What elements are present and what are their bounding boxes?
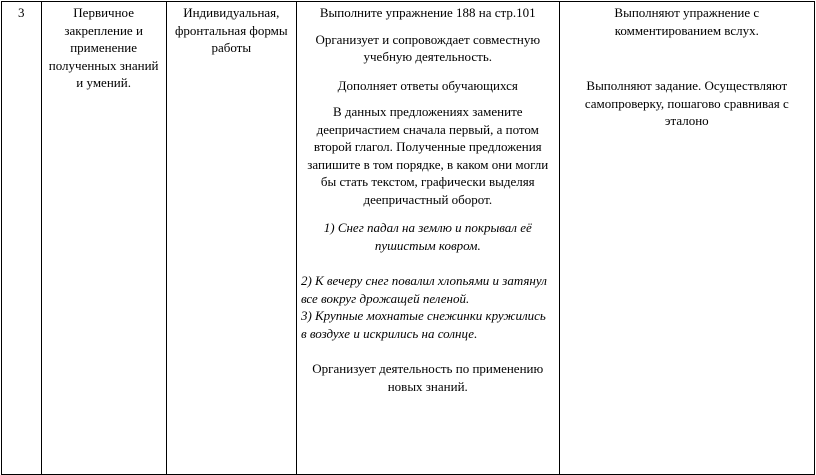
stage-number: 3: [18, 5, 25, 20]
exercise-sentence-1: 1) Снег падал на землю и покрывал её пушистым ковром.: [323, 220, 532, 253]
student-action-2: Выполняют задание. Осуществляют самопроверку, пошагово сравнивая с эталоно: [584, 78, 789, 128]
teacher-activity-cell: [296, 2, 559, 475]
exercise-instruction: В данных предложениях замените деепричастием сначала первый, а потом второй глагол. Полученные предложения запишите в том порядке, в каком они могли бы стать текстом, графически выделяя деепричастный оборот.: [307, 104, 549, 207]
table-row: [2, 2, 815, 475]
teacher-organizes: Организует и сопровождает совместную учебную деятельность.: [315, 31, 541, 64]
exercise-sentence-2: 2) К вечеру снег повалил хлопьями и затянул все вокруг дрожащей пеленой.: [300, 273, 547, 306]
lesson-plan-table: [1, 1, 815, 475]
stage-name: Первичное закрепление и применение полученных знаний и умений.: [48, 5, 159, 90]
work-form: Индивидуальная, фронтальная формы работы: [174, 5, 288, 55]
teacher-supplements: Дополняет ответы обучающихся: [337, 77, 518, 93]
stage-number-cell: [2, 2, 42, 475]
student-activity-cell: [559, 2, 814, 475]
student-action-1: Выполняют упражнение с комментированием вслух.: [614, 5, 760, 38]
stage-name-cell: [41, 2, 166, 475]
teacher-task: Выполните упражнение 188 на стр.101: [319, 5, 536, 20]
teacher-organizes-application: Организует деятельность по применению новых знаний.: [312, 361, 544, 394]
exercise-sentence-3: 3) Крупные мохнатые снежинки кружились в воздухе и искрились на солнце.: [300, 308, 546, 341]
work-form-cell: [166, 2, 296, 475]
